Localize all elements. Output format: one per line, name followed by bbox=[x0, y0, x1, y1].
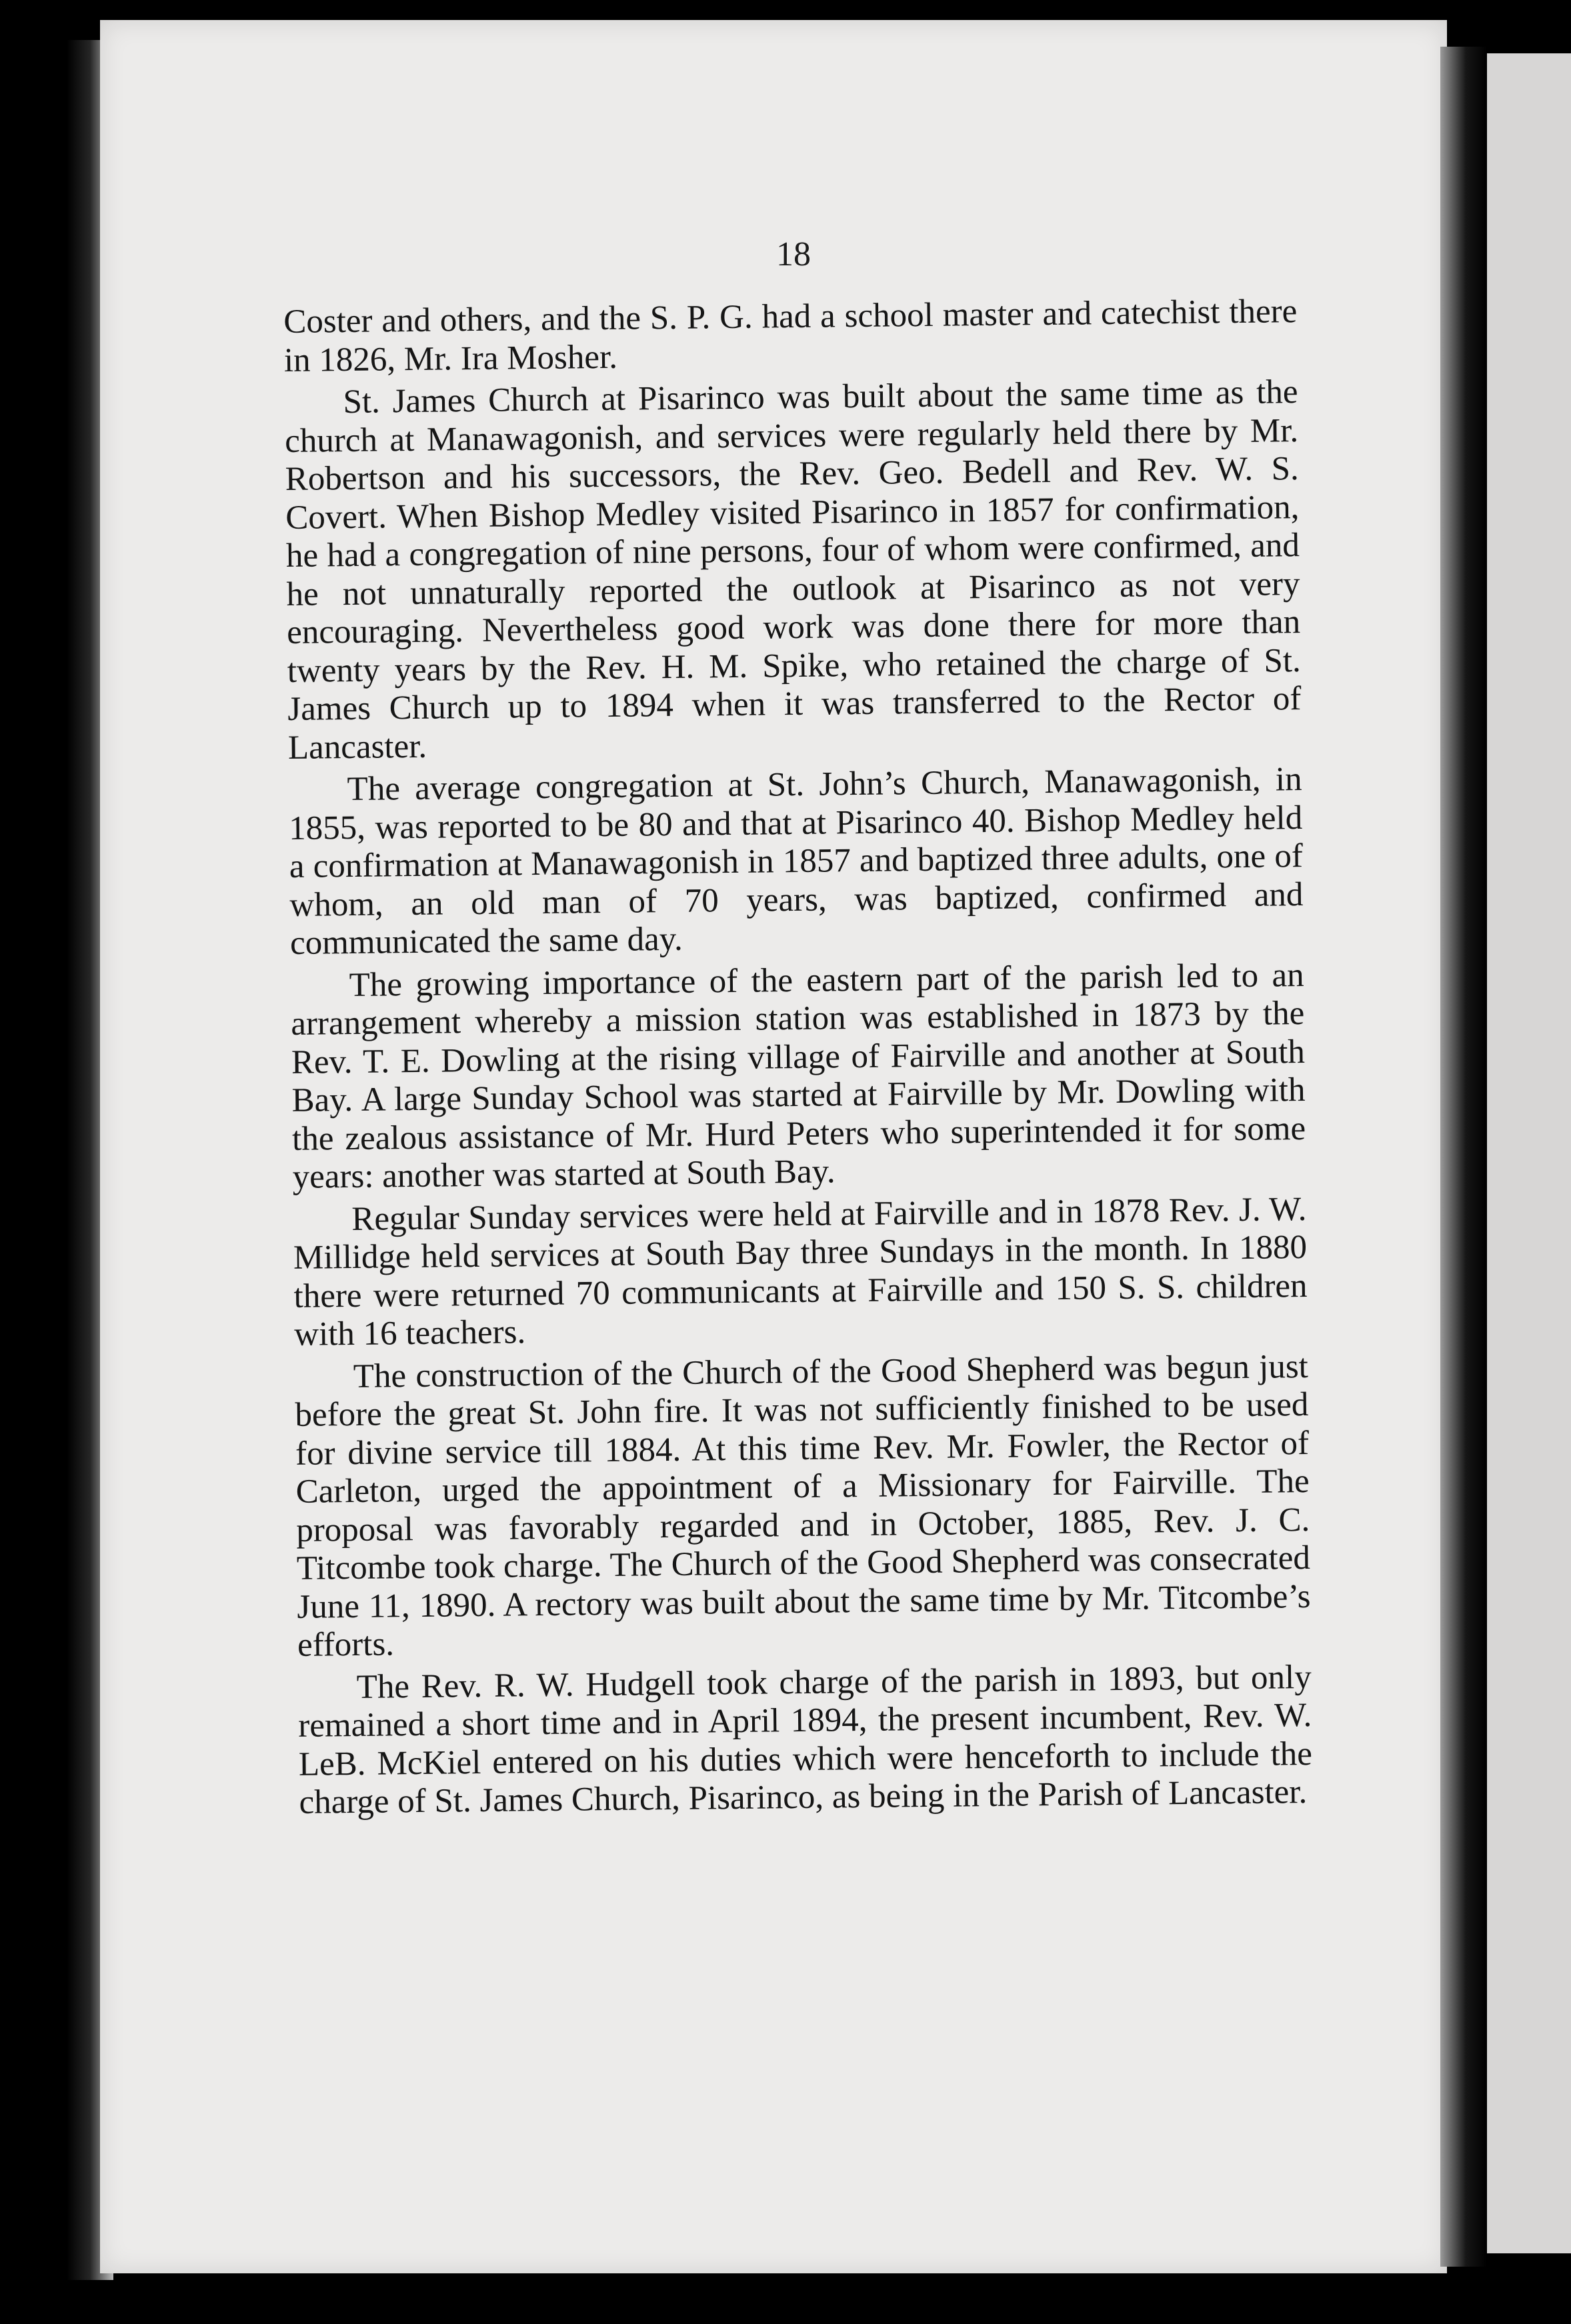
paragraph: The average congregation at St. John’s Church, Manawagonish, in 1855, was reported to be 80 and that at Pisarinco 40. Bishop Medley held a confirmation at Manawagonish in 1857 and baptized three adults, one of whom, an old man of 70 years, was baptized, confirmed and communicated the same day. bbox=[288, 761, 1304, 962]
paragraph: The growing importance of the eastern part of the parish led to an arrangement whereby a mission station was established in 1873 by the Rev. T. E. Dowling at the rising village of Fairville and another at South Bay. A large Sunday School was started at Fairville by Mr. Dowling with the zealous assistance of Mr. Hurd Peters who superintended it for some years: another was started at South Bay. bbox=[291, 956, 1306, 1196]
paragraph: The Rev. R. W. Hudgell took charge of the parish in 1893, but only remained a short time and in April 1894, the present incumbent, Rev. W. LeB. McKiel entered on his duties which were henceforth to include the charge of St. James Church, Pisarinco, as being in the Parish of Lancaster. bbox=[298, 1658, 1313, 1821]
book-gutter-shadow bbox=[1440, 47, 1487, 2267]
page-number: 18 bbox=[776, 235, 811, 273]
paragraph: Regular Sunday services were held at Fairville and in 1878 Rev. J. W. Millidge held services at South Bay three Sundays in the month. In 1880 there were returned 70 communicants at Fairville and 150 S. S. children with 16 teachers. bbox=[293, 1190, 1308, 1353]
paragraph: St. James Church at Pisarinco was built about the same time as the church at Manawagonish, and services were regularly held there by Mr. Robertson and his successors, the Rev. Geo. Bedell and Rev. W. S. Covert. When Bishop Medley visited Pisarinco in 1857 for confirmation, he had a congregation of nine persons, four of whom were confirmed, and he not unnaturally reported the outlook at Pisarinco as not very encouraging. Nevertheless good work was done there for more than twenty years by the Rev. H. M. Spike, who retained the charge of St. James Church up to 1894 when it was transferred to the Rector of Lancaster. bbox=[284, 373, 1302, 767]
paragraph: The construction of the Church of the Good Shepherd was begun just before the great St. John fire. It was not sufficiently finished to be used for divine service till 1884. At this time Rev. Mr. Fowler, the Rector of Carleton, urged the appointment of a Missionary for Fairville. The proposal was favorably regarded and in October, 1885, Rev. J. C. Titcombe took charge. The Church of the Good Shepherd was consecrated June 11, 1890. A rectory was built about the same time by Mr. Titcombe’s efforts. bbox=[295, 1347, 1311, 1664]
paragraph: Coster and others, and the S. P. G. had a school master and catechist there in 1826, Mr. Ira Mosher. bbox=[283, 293, 1298, 379]
adjacent-page-edge bbox=[1484, 53, 1571, 2253]
page-text bbox=[283, 293, 1313, 1826]
